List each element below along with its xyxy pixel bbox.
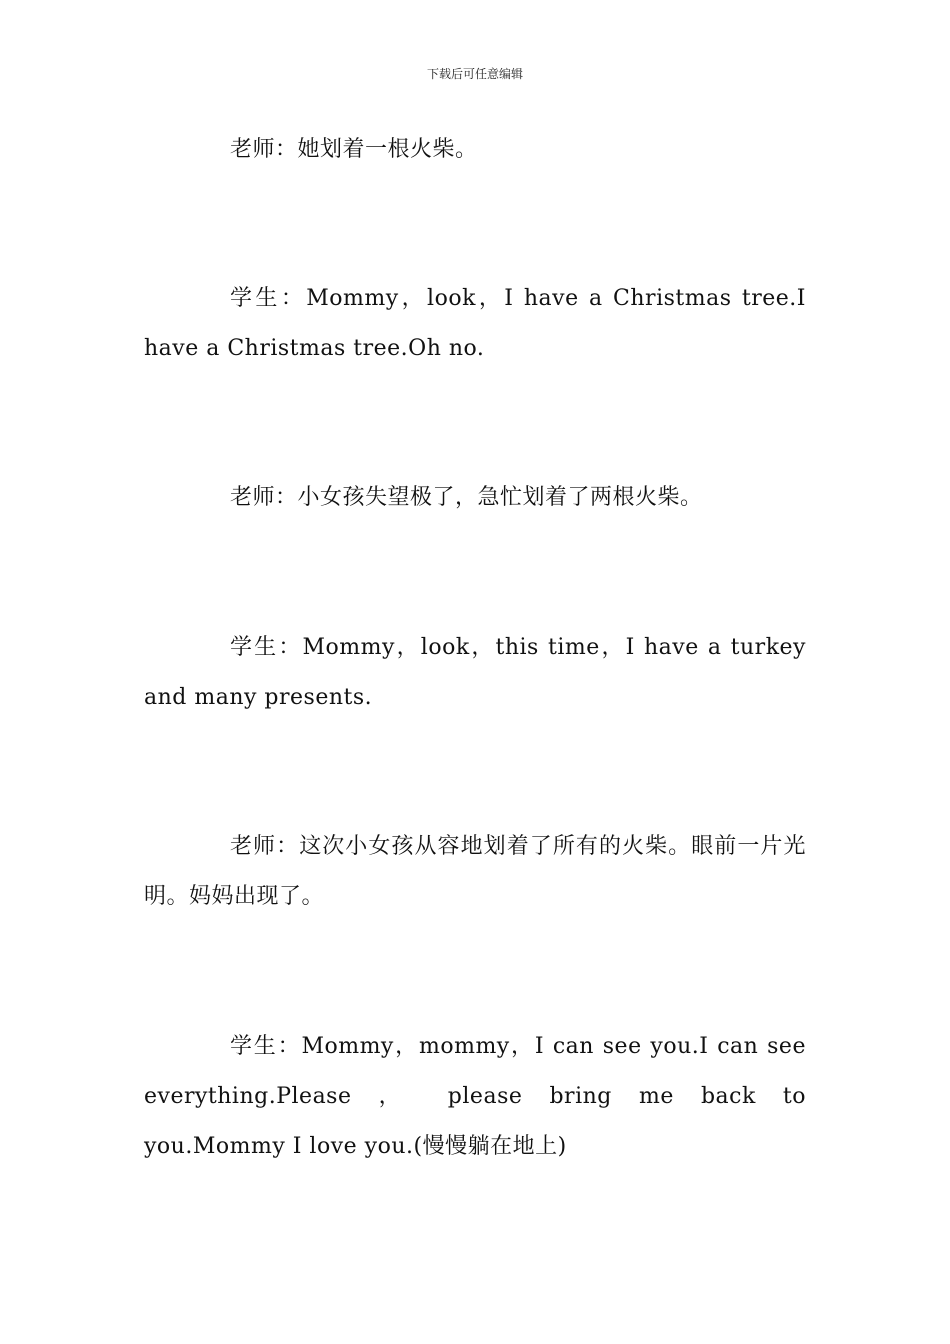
- dialogue-paragraph-teacher-1: [144, 125, 806, 175]
- dialogue-paragraph-teacher-2: [144, 473, 806, 523]
- speaker-label: 老师：: [230, 485, 298, 510]
- speaker-label: 老师：: [230, 137, 298, 162]
- dialogue-paragraph-student-3: [144, 1022, 806, 1172]
- dialogue-text: Mommy，look，I have a Christmas tree.I have a Christmas tree.Oh no.: [144, 286, 806, 361]
- dialogue-text: 这次小女孩从容地划着了所有的火柴。眼前一片光明。妈妈出现了。: [144, 834, 806, 909]
- speaker-label: 学生：: [230, 286, 307, 311]
- dialogue-text: 小女孩失望极了，急忙划着了两根火柴。: [297, 485, 703, 510]
- speaker-label: 老师：: [230, 834, 300, 859]
- dialogue-text: 她划着一根火柴。: [297, 137, 478, 162]
- speaker-label: 学生：: [230, 1034, 302, 1059]
- dialogue-paragraph-student-1: [144, 274, 806, 374]
- dialogue-paragraph-student-2: [144, 623, 806, 723]
- dialogue-paragraph-teacher-3: [144, 822, 806, 922]
- dialogue-text: Mommy，mommy，I can see you.I can see everything.Please ， please bring me back to you.Mommy I love you.(慢慢躺在地上): [144, 1034, 806, 1159]
- page-header-note: 下载后可任意编辑: [426, 67, 523, 81]
- dialogue-text: Mommy，look，this time，I have a turkey and many presents.: [144, 635, 806, 710]
- speaker-label: 学生：: [230, 635, 303, 660]
